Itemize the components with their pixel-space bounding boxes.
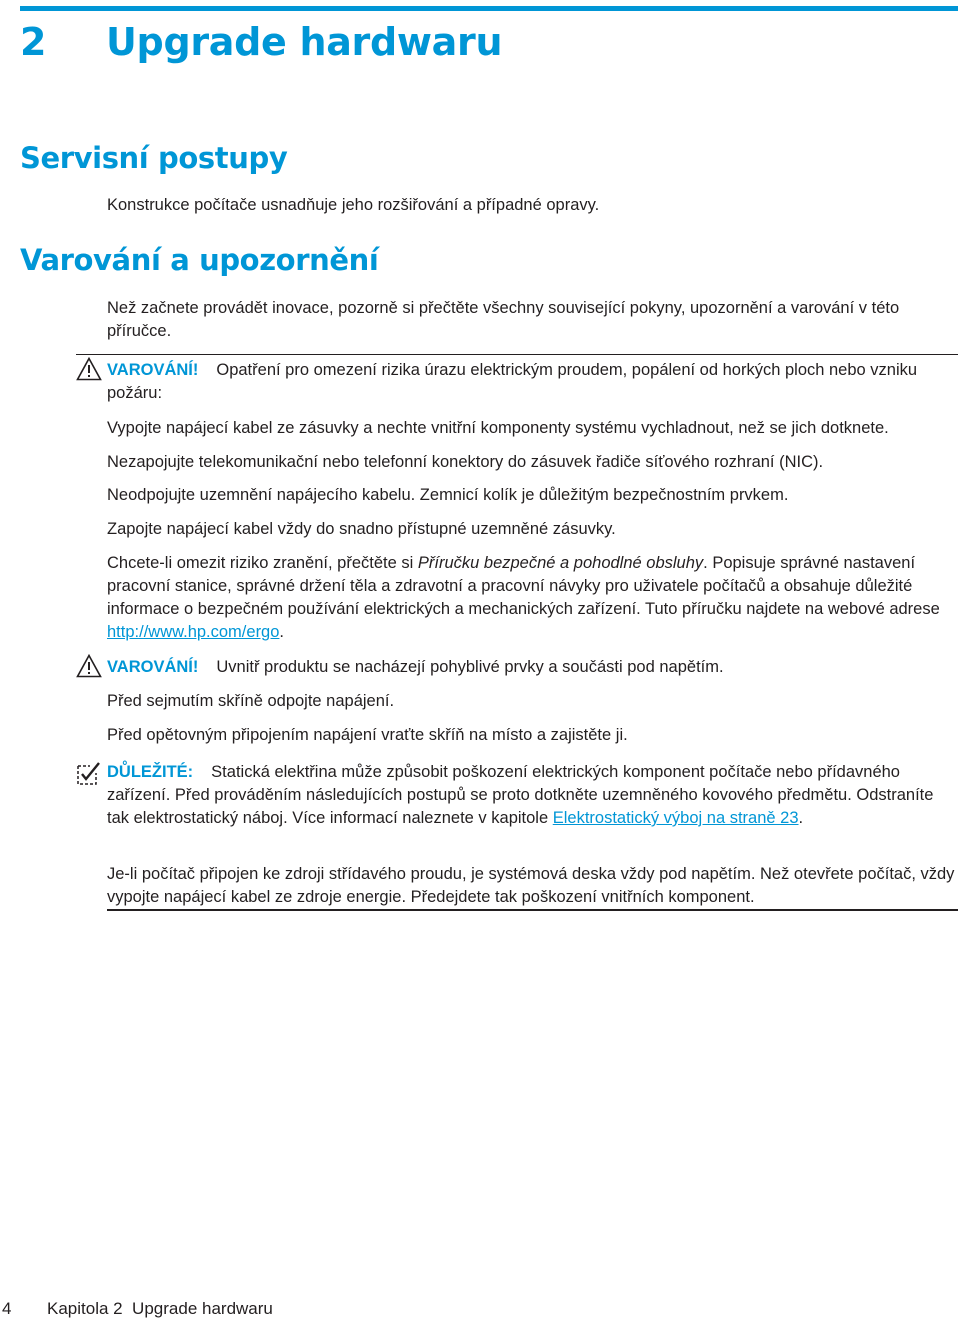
important-paragraph	[107, 761, 957, 830]
warning-label: VAROVÁNÍ!	[107, 658, 199, 676]
important-text: .	[798, 809, 804, 827]
notice-top-rule	[76, 354, 958, 355]
service-text: Konstrukce počítače usnadňuje jeho rozšiřování a případné opravy.	[107, 196, 600, 214]
warning1-item: Neodpojujte uzemnění napájecího kabelu. Zemnicí kolík je důležitým bezpečnostním prvkem.	[107, 486, 789, 504]
warning1-item: Vypojte napájecí kabel ze zásuvky a nechte vnitřní komponenty systému vychladnout, než se jich dotknete.	[107, 419, 889, 437]
chapter-name: Upgrade hardwaru	[106, 20, 503, 64]
warning1-paragraph	[107, 552, 957, 644]
warning1-lead	[107, 359, 957, 405]
warning2-item: Před opětovným připojením napájení vraťte skříň na místo a zajistěte ji.	[107, 726, 628, 744]
paragraph-text: . Popisuje správné nastavení pracovní stanice, správné držení těla a zdravotní a pracovní návyky pro uživatele počítačů a obsahuje důležité informace o bezpečném používání elektrických a mechanických zařízení. Tuto příručku najdete na webové adrese	[107, 554, 940, 618]
page-number: 4	[2, 1299, 12, 1318]
footer-chapter: Kapitola 2 Upgrade hardwaru	[47, 1299, 273, 1318]
section-heading-service: Servisní postupy	[20, 141, 288, 175]
warning-triangle-icon	[76, 357, 102, 381]
warning2-lead-text: Uvnitř produktu se nacházejí pohyblivé prvky a součásti pod napětím.	[216, 658, 724, 676]
important-checkbox-icon	[76, 760, 102, 786]
warning1-lead-text: Opatření pro omezení rizika úrazu elektrickým proudem, popálení od horkých ploch nebo vzniku požáru:	[107, 361, 918, 402]
header-rule	[20, 6, 958, 11]
guide-title: Příručku bezpečné a pohodlné obsluhy	[417, 554, 704, 572]
warning1-item: Nezapojujte telekomunikační nebo telefonní konektory do zásuvek řadiče síťového rozhraní (NIC).	[107, 453, 824, 471]
esd-chapter-link[interactable]: Elektrostatický výboj na straně 23	[552, 809, 799, 827]
notice-bottom-rule	[107, 909, 958, 911]
important-paragraph-2: Je-li počítač připojen ke zdroji střídavého proudu, je systémová deska vždy pod napětím. Než otevřete počítač, vždy vypojte napájecí kabel ze zdroje energie. Předejdete tak poškození vnitřních komponent.	[107, 865, 955, 906]
section-heading-warnings: Varování a upozornění	[20, 243, 379, 277]
warning2-lead	[107, 656, 957, 679]
chapter-number: 2	[20, 20, 47, 64]
important-label: DŮLEŽITÉ:	[107, 763, 194, 781]
warning2-item: Před sejmutím skříně odpojte napájení.	[107, 692, 395, 710]
paragraph-text: .	[279, 623, 285, 641]
ergo-link[interactable]: http://www.hp.com/ergo	[107, 623, 280, 641]
warning1-item: Zapojte napájecí kabel vždy do snadno přístupné uzemněné zásuvky.	[107, 520, 616, 538]
warning-triangle-icon	[76, 654, 102, 678]
warning-label: VAROVÁNÍ!	[107, 361, 199, 379]
warnings-intro: Než začnete provádět inovace, pozorně si přečtěte všechny související pokyny, upozornění a varování v této příručce.	[107, 299, 900, 340]
chapter-title	[20, 20, 502, 64]
important-text: Statická elektřina může způsobit poškození elektrických komponent počítače nebo přídavného zařízení. Před prováděním následujících postupů se proto dotkněte uzemněného kovového předmětu. Odstraníte tak elektrostatický náboj. Více informací naleznete v kapitole	[107, 763, 934, 827]
paragraph-text: Chcete-li omezit riziko zranění, přečtěte si	[107, 554, 418, 572]
